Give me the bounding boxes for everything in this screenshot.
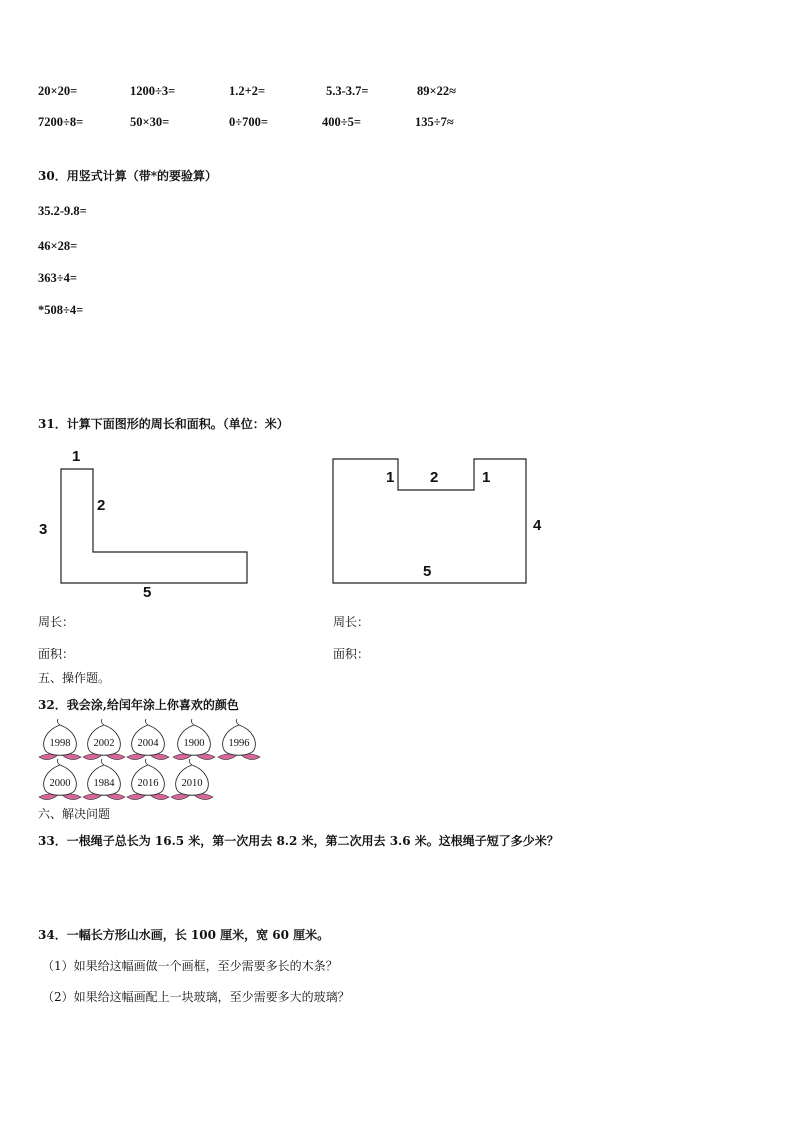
peach-2000[interactable] bbox=[39, 759, 81, 800]
peach-year-label: 1998 bbox=[49, 738, 71, 749]
fig1-left-label: 3 bbox=[39, 521, 48, 538]
calc-item: 1200÷3= bbox=[130, 84, 176, 98]
peach-year-label: 2010 bbox=[181, 778, 203, 789]
calc-item: 135÷7≈ bbox=[415, 115, 454, 129]
peach-2016[interactable] bbox=[127, 759, 169, 800]
peach-2004[interactable] bbox=[127, 719, 169, 760]
fig1-perimeter-label: 周长： bbox=[38, 615, 75, 629]
calc-item: 1.2+2= bbox=[229, 84, 266, 98]
section5-heading: 五、操作题。 bbox=[38, 671, 111, 685]
q30-item: 363÷4= bbox=[38, 271, 77, 285]
peach-2002[interactable] bbox=[83, 719, 125, 760]
peach-1984[interactable] bbox=[83, 759, 125, 800]
peach-year-label: 1900 bbox=[183, 738, 205, 749]
peach-1998[interactable] bbox=[39, 719, 81, 760]
peach-1900[interactable] bbox=[173, 719, 215, 760]
calc-item: 50×30= bbox=[130, 115, 170, 129]
q31-title: 31．计算下面图形的周长和面积。（单位：米） bbox=[38, 417, 289, 431]
q30-item: *508÷4= bbox=[38, 303, 84, 317]
q34-sub1: （1）如果给这幅画做一个画框，至少需要多长的木条？ bbox=[42, 959, 338, 973]
calc-item: 0÷700= bbox=[229, 115, 268, 129]
peach-1996[interactable] bbox=[218, 719, 260, 760]
peach-2010[interactable] bbox=[171, 759, 213, 800]
fig1-area-label: 面积： bbox=[38, 647, 75, 661]
fig2-bottom-label: 5 bbox=[423, 563, 432, 580]
fig1-bottom-label: 5 bbox=[143, 584, 152, 601]
fig2-notch-label: 2 bbox=[430, 469, 439, 486]
calc-item: 400÷5= bbox=[322, 115, 361, 129]
q32-title: 32．我会涂,给闰年涂上你喜欢的颜色 bbox=[38, 698, 239, 712]
q33-text: 33．一根绳子总长为 16.5 米，第一次用去 8.2 米，第二次用去 3.6 米。这根绳子短了多少米？ bbox=[38, 834, 559, 848]
q30-item: 35.2-9.8= bbox=[38, 204, 87, 218]
fig2-perimeter-label: 周长： bbox=[333, 615, 370, 629]
fig2-right-label: 4 bbox=[533, 517, 542, 534]
peach-year-label: 1996 bbox=[228, 738, 250, 749]
fig1-inner-label: 2 bbox=[97, 497, 106, 514]
fig1-top-label: 1 bbox=[72, 448, 81, 465]
q34-sub2: （2）如果给这幅画配上一块玻璃，至少需要多大的玻璃？ bbox=[42, 990, 350, 1004]
q30-item: 46×28= bbox=[38, 239, 78, 253]
q30-title: 30．用竖式计算（带*的要验算） bbox=[38, 169, 217, 183]
fig2-right-notch-label: 1 bbox=[482, 469, 491, 486]
fig2-left-notch-label: 1 bbox=[386, 469, 395, 486]
calc-item: 5.3-3.7= bbox=[326, 84, 369, 98]
peach-year-label: 2004 bbox=[137, 738, 159, 749]
section6-heading: 六、解决问题 bbox=[38, 807, 111, 821]
q34-text: 34．一幅长方形山水画，长 100 厘米，宽 60 厘米。 bbox=[38, 928, 330, 942]
peach-year-label: 1984 bbox=[93, 778, 115, 789]
fig2-area-label: 面积： bbox=[333, 647, 370, 661]
peach-year-label: 2000 bbox=[49, 778, 71, 789]
peach-year-label: 2016 bbox=[137, 778, 159, 789]
peach-year-label: 2002 bbox=[93, 738, 115, 749]
calc-item: 89×22≈ bbox=[417, 84, 456, 98]
calc-item: 7200÷8= bbox=[38, 115, 84, 129]
calc-item: 20×20= bbox=[38, 84, 78, 98]
